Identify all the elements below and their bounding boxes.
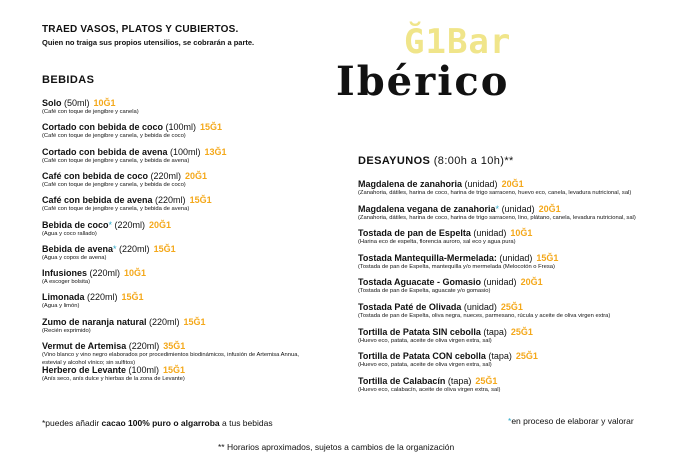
menu-item-line	[42, 122, 312, 132]
menu-item-size: (220ml)	[126, 341, 160, 351]
menu-item-desc: (A escoger bolsita)	[42, 279, 91, 286]
cacao-footnote-post: a tus bebidas	[219, 418, 273, 428]
menu-item-price: 25Ğ1	[510, 326, 533, 337]
menu-item-size: (220ml)	[87, 268, 121, 279]
notice-line-1: TRAED VASOS, PLATOS Y CUBIERTOS.	[42, 24, 239, 35]
desayunos-title	[358, 155, 514, 167]
menu-item-line	[358, 179, 631, 189]
menu-item-name: Vermut de Artemisa	[42, 341, 127, 351]
menu-item-size: (50ml)	[61, 98, 90, 108]
menu-item-size: (220ml)	[112, 219, 146, 230]
menu-item-line	[42, 98, 312, 108]
menu-item-desc: (Zanahoria, dátiles, harina de coco, harina de trigo sarraceno, lino, plátano, canela, levadura nutricional, sal)	[358, 214, 636, 221]
menu-item-line	[358, 351, 538, 361]
menu-item-size: (tapa)	[480, 326, 507, 337]
menu-item	[358, 228, 532, 247]
menu-item	[42, 98, 312, 117]
horarios-footnote: ** Horarios aproximados, sujetos a cambios de la organización	[218, 442, 455, 452]
menu-item-star: *	[495, 203, 500, 214]
menu-item-name: Cortado con bebida de coco	[42, 122, 164, 133]
menu-item-desc: (Tostada de pan de Espelta, mantequilla y/o mermelada (Melocotón o Fresa)	[358, 263, 555, 270]
menu-item	[42, 244, 312, 263]
menu-item-price: 10Ğ1	[124, 268, 147, 279]
desayunos-title-text: DESAYUNOS	[358, 155, 431, 167]
menu-item-name: Tortilla de Patata SIN cebolla	[358, 326, 481, 337]
menu-item-desc: (Café con toque de jengibre y canela, y bebida de coco)	[42, 133, 186, 140]
menu-item-price: 15Ğ1	[536, 252, 559, 263]
menu-item-line	[358, 253, 558, 263]
menu-item-line	[358, 302, 610, 312]
menu-item-price: 15Ğ1	[121, 292, 144, 303]
menu-item	[42, 147, 312, 166]
proceso-text: en proceso de elaborar y valorar	[511, 416, 634, 426]
menu-item-name: Tortilla de Patata CON cebolla	[358, 351, 486, 362]
menu-item-line	[42, 317, 312, 327]
menu-item	[42, 292, 312, 311]
menu-item-name: Herbero de Levante	[42, 365, 127, 376]
menu-item-line	[42, 292, 312, 302]
menu-item-name: Bebida de coco	[42, 219, 109, 230]
menu-item-name: Magdalena de zanahoria	[358, 179, 463, 189]
menu-item-name: Tostada de pan de Espelta	[358, 228, 471, 239]
notice-line-2: Quien no traiga sus propios utensilios, se cobrarán a parte.	[42, 38, 255, 47]
menu-item-size: (tapa)	[445, 375, 472, 386]
menu-item-line	[358, 277, 543, 287]
menu-item	[358, 277, 543, 296]
menu-item-name: Café con bebida de avena	[42, 195, 153, 206]
menu-item-name: Tostada Paté de Olivada	[358, 302, 462, 312]
menu-item-size: (tapa)	[485, 351, 512, 362]
menu-item-desc: (Zanahoria, dátiles, harina de coco, harina de trigo sarraceno, huevo eco, canela, levadura nutricional, sal)	[358, 190, 632, 196]
menu-item-price: 20Ğ1	[538, 203, 561, 214]
menu-item	[358, 253, 558, 272]
menu-item	[358, 376, 500, 395]
menu-item-line	[358, 228, 532, 238]
cacao-footnote	[42, 418, 273, 428]
menu-item-size: (100ml)	[167, 146, 201, 157]
logo-g1bar: Ğ1Bar	[404, 22, 512, 62]
menu-item-line	[42, 147, 312, 157]
menu-item-line	[42, 220, 312, 230]
menu-item-price: 25Ğ1	[515, 351, 538, 362]
menu-item-desc: (Café con toque de jengibre y canela, y bebida de avena)	[42, 206, 190, 213]
desayunos-hours: (8:00h a 10h)**	[430, 155, 514, 167]
menu-item-name: Café con bebida de coco	[42, 170, 149, 181]
menu-item	[358, 302, 610, 321]
menu-item-desc: (Café con toque de jengibre y canela, y bebida de avena)	[42, 157, 190, 164]
menu-item	[42, 268, 312, 287]
menu-item-size: (unidad)	[481, 277, 517, 288]
menu-item-desc: (Tostada de pan de Espelta, oliva negra, nueces, parmesano, rúcula y aceite de oliva virgen extra)	[358, 313, 611, 319]
cacao-footnote-pre: *puedes añadir	[42, 418, 102, 428]
menu-item	[42, 220, 312, 239]
menu-item-desc: (Tostada de pan de Espelta, aguacate y/o gomasio)	[358, 288, 491, 295]
menu-item	[358, 179, 631, 198]
menu-item-price: 15Ğ1	[183, 316, 206, 327]
menu-item	[42, 195, 312, 214]
menu-item-size: (unidad)	[461, 302, 497, 312]
menu-item-price: 15Ğ1	[163, 365, 186, 376]
menu-item-line	[358, 376, 500, 386]
menu-item-price: 20Ğ1	[520, 277, 543, 288]
menu-item-price: 15Ğ1	[200, 122, 223, 133]
menu-item-name: Magdalena vegana de zanahoria	[358, 203, 496, 214]
menu-item-size: (220ml)	[116, 243, 150, 254]
menu-item-desc: (Anís seco, anís dulce y hierbas de la zona de Levante)	[42, 376, 185, 383]
menu-item-name: Limonada	[42, 292, 85, 303]
menu-item-desc: (Huevo eco, patata, aceite de oliva virgen extra, sal)	[358, 362, 492, 369]
menu-item	[358, 351, 538, 370]
menu-item-name: Tostada Aguacate - Gomasio	[358, 277, 482, 288]
menu-item-desc: (Agua y copos de avena)	[42, 254, 107, 261]
menu-item-desc: (Vino blanco y vino negro elaborados por procedimientos biodinámicos, infusión de Artemisa Annua, estevial y alcohol vínico; sin sulfitos)	[42, 352, 300, 366]
menu-item-desc: (Recién exprimido)	[42, 327, 91, 334]
menu-item-line	[42, 171, 312, 181]
menu-item-desc: (Agua y coco rallado)	[42, 230, 97, 237]
menu-item	[42, 365, 312, 384]
menu-item	[358, 327, 533, 346]
menu-item-size: (100ml)	[163, 122, 197, 133]
bebidas-title: BEBIDAS	[42, 74, 95, 86]
menu-item-size: (220ml)	[84, 292, 118, 303]
menu-item	[358, 204, 636, 223]
menu-item-price: 10Ğ1	[510, 228, 533, 239]
menu-item-line	[42, 341, 312, 351]
menu-item	[42, 317, 312, 336]
menu-item-name: Zumo de naranja natural	[42, 316, 147, 327]
menu-item-desc: (Café con toque de jengibre y canela)	[42, 109, 139, 115]
menu-item-desc: (Café con toque de jengibre y canela, y bebida de coco)	[42, 181, 186, 188]
menu-item	[42, 341, 312, 367]
menu-item-size: (unidad)	[470, 228, 507, 239]
proceso-footnote	[508, 416, 634, 426]
menu-item-price: 20Ğ1	[501, 179, 524, 189]
menu-item-star: *	[108, 219, 113, 230]
menu-item-name: Solo	[42, 98, 62, 108]
menu-item-price: 15Ğ1	[153, 243, 176, 254]
menu-item-size: (220ml)	[148, 170, 182, 181]
menu-item-price: 10Ğ1	[93, 98, 116, 108]
menu-item-desc: (Agua y limón)	[42, 303, 80, 310]
menu-item-price: 25Ğ1	[475, 375, 498, 386]
logo-iberico: Ibérico	[336, 58, 510, 105]
menu-item-name: Bebida de avena	[42, 243, 114, 254]
menu-item-line	[42, 268, 312, 278]
menu-item-name: Tortilla de Calabacín	[358, 375, 446, 386]
menu-item-line	[358, 327, 533, 337]
menu-item-size: (unidad)	[496, 252, 533, 263]
menu-item-size: (unidad)	[462, 179, 498, 189]
menu-item-price: 35Ğ1	[163, 341, 186, 351]
menu-item-price: 15Ğ1	[189, 195, 212, 206]
menu-item	[42, 171, 312, 190]
cacao-footnote-bold: cacao 100% puro o algarroba	[101, 418, 220, 428]
menu-item-price: 13Ğ1	[204, 146, 227, 157]
menu-item-name: Infusiones	[42, 268, 88, 279]
menu-item-price: 20Ğ1	[185, 170, 208, 181]
menu-item-price: 25Ğ1	[500, 302, 523, 312]
menu-item-line	[42, 244, 312, 254]
menu-item-desc: (Huevo eco, patata, aceite de oliva virgen extra, sal)	[358, 337, 492, 344]
menu-item-price: 20Ğ1	[149, 219, 172, 230]
menu-item-desc: (Harina eco de espelta, florencia auroro, sal eco y agua pura)	[358, 239, 516, 246]
menu-item-size: (220ml)	[146, 316, 180, 327]
menu-item-size: (unidad)	[499, 203, 535, 214]
menu-item-name: Cortado con bebida de avena	[42, 146, 168, 157]
menu-item-line	[358, 204, 636, 214]
menu-item-desc: (Huevo eco, calabacín, aceite de oliva virgen extra, sal)	[358, 386, 501, 393]
utensils-notice	[42, 24, 254, 47]
menu-item-size: (100ml)	[126, 365, 160, 376]
proceso-star: *	[508, 416, 512, 426]
menu-item-star: *	[113, 243, 117, 254]
menu-item-line	[42, 195, 312, 205]
menu-item-size: (220ml)	[152, 195, 186, 206]
menu-item-name: Tostada Mantequilla-Mermelada:	[358, 252, 497, 263]
menu-item-line	[42, 365, 312, 375]
menu-item	[42, 122, 312, 141]
